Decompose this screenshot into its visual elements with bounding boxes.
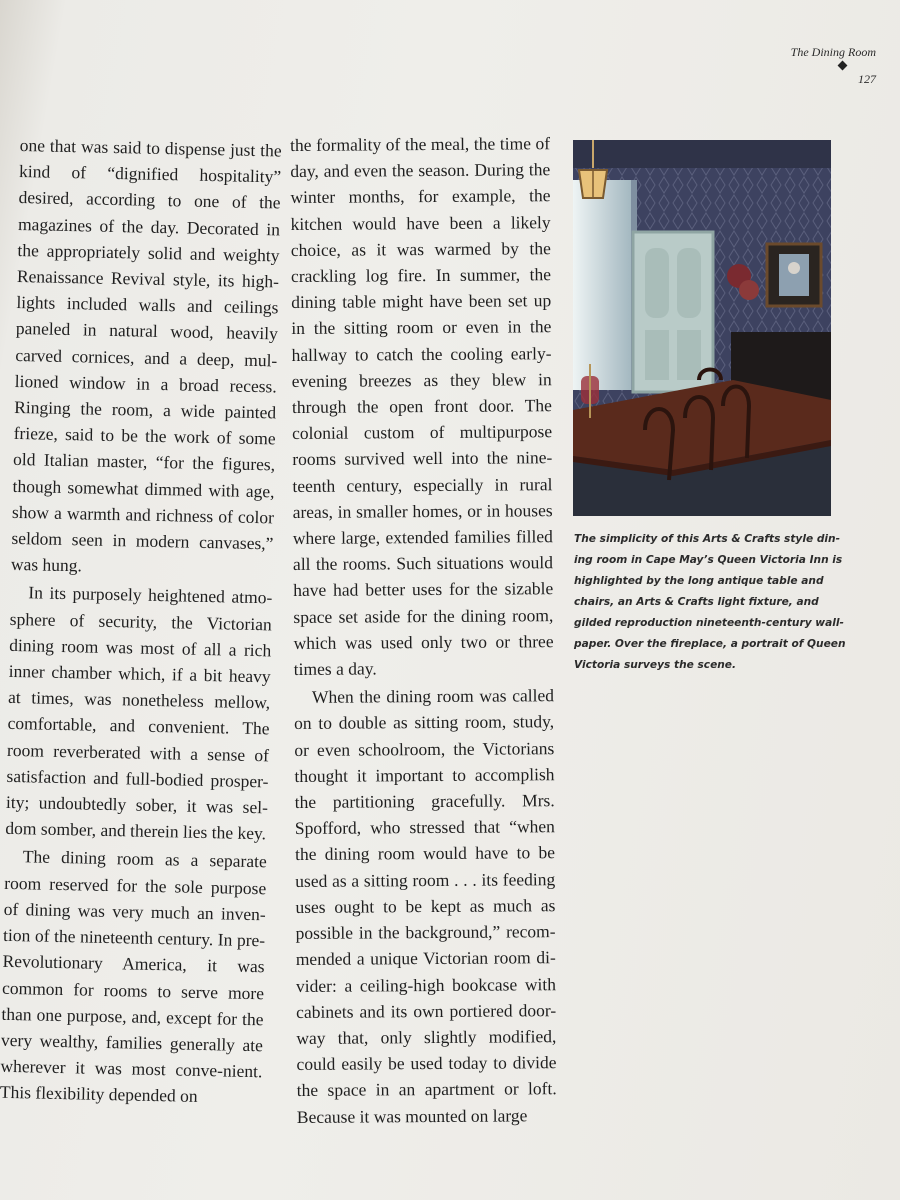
paragraph: In its purposely heightened atmo-sphere of security, the Victorian dining room was most of all a rich inner chamber which, if a bit heavy at times, was nonetheless mellow, comfortable, and convenient. The room reverberated with a sense of satisfaction and full-bodied prosper-ity; undoubtedly sober, it was sel-dom somber, and therein lies the key. [5,582,273,844]
section-title: The Dining Room [790,45,876,59]
page-number: 127 [858,72,876,86]
photo-caption [574,529,846,676]
paragraph: The dining room as a separate room reserved for the sole purpose of dining was very much an inven-tion of the nineteenth century. In pre-Revolutionary America, it was common for rooms to serve more than one purpose, and, except for the very wealthy, families generally ate wherever it was most conve-nient. This flexibility depended on [0,846,267,1107]
caption-text: The simplicity of this Arts & Crafts style din-ing room in Cape May’s Queen Victoria Inn is highlighted by the long antique table and chairs, an Arts & Crafts light fixture, and gilded reproduction nineteenth-century wall-paper. Over the fireplace, a portrait of Queen Victoria surveys the scene. [574,533,846,671]
text-column-left [0,132,282,1111]
text-column-middle [290,130,557,1130]
paragraph: the formality of the meal, the time of day, and even the season. During the winter months, for example, the kitchen would have been a likely choice, as it was warmed by the crackling log fire. In summer, the dining table might have been set up in the sitting room or even in the hallway to catch the cooling early-evening breezes as they blew in through the open front door. The colonial custom of multipurpose rooms survived well into the nine-teenth century, especially in rural areas, in smaller homes, or in houses where large, extended families filled all the rooms. Such situations would have had better uses for the sizable space set aside for the dining room, which was used only two or three times a day. [290,133,554,680]
diamond-ornament-icon [838,61,848,71]
paragraph: one that was said to dispense just the kind of “dignified hospitality” desired, according to one of the magazines of the day. Decorated in the appropriately solid and weighty Renaissance Revival style, its high-lights included walls and ceilings paneled in natural wood, heavily carved cornices, and a deep, mul-lioned window in a broad recess. Ringing the room, a wide painted frieze, said to be the work of some old Italian master, “for the figures, though somewhat dimmed with age, show a warmth and richness of color seldom seen in modern canvases,” was hung. [10,134,282,576]
dining-room-photo [573,140,831,516]
running-head [716,44,876,87]
paragraph: When the dining room was called on to double as sitting room, study, or even schoolroom, the Victorians thought it important to accomplish the partitioning gracefully. Mrs. Spofford, who stressed that “when the dining room would have to be used as a sitting room . . . its feeding uses ought to be kept as much as possible in the background,” recom-mended a unique Victorian room di-vider: a ceiling-high bookcase with cabinets and its own portiered door-way that, only slightly modified, could easily be used today to divide the space in an apartment or loft. Because it was mounted on large [294,685,557,1127]
